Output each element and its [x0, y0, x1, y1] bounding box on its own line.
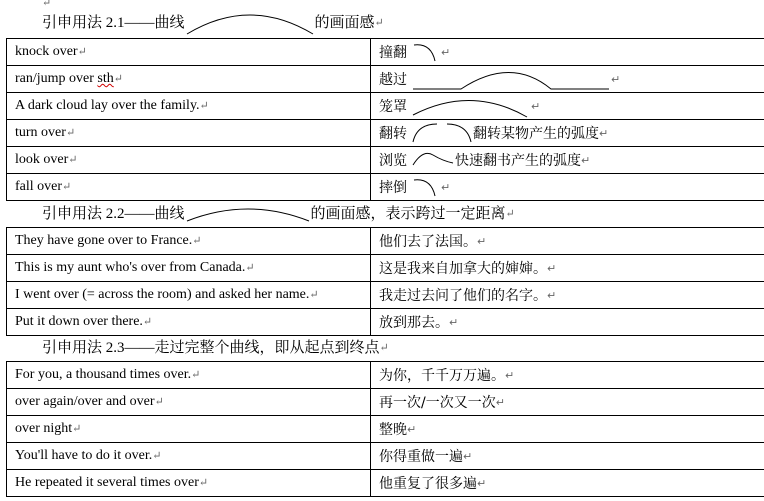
table-row — [7, 120, 764, 147]
english-phrase-cell — [7, 443, 371, 470]
paragraph-mark: ↵ — [599, 126, 609, 140]
paragraph-mark: ↵ — [531, 99, 541, 113]
paragraph-mark: ↵ — [374, 17, 384, 29]
paragraph-mark: ↵ — [192, 235, 202, 247]
english-phrase: fall over — [15, 179, 63, 194]
heading-text: 引申用法 2.1——曲线 — [42, 14, 185, 31]
section-table-2-1 — [6, 38, 764, 201]
chinese-translation: 他们去了法国。 — [379, 234, 477, 250]
paragraph-mark: ↵ — [449, 315, 459, 329]
table-row — [7, 443, 764, 470]
english-phrase-cell — [7, 362, 371, 389]
table-row — [7, 93, 764, 120]
chinese-translation-cell — [371, 362, 764, 389]
table-row — [7, 470, 764, 497]
chinese-translation-cell — [371, 93, 764, 120]
curve-hook-icon — [411, 174, 441, 200]
section-heading-2-3 — [42, 334, 389, 360]
paragraph-mark: ↵ — [547, 288, 557, 302]
english-phrase: You'll have to do it over. — [15, 448, 153, 463]
chinese-translation-cell — [371, 255, 764, 282]
paragraph-mark: ↵ — [441, 180, 451, 194]
english-phrase-cell — [7, 66, 371, 93]
paragraph-mark: ↵ — [199, 100, 209, 112]
english-phrase-cell — [7, 120, 371, 147]
english-phrase: turn over — [15, 125, 66, 140]
chinese-translation: 这是我来自加拿大的婶婶。 — [379, 261, 547, 277]
chinese-translation: 再一次/一次又一次 — [379, 395, 496, 411]
english-phrase-cell — [7, 389, 371, 416]
curve-turn-icon — [411, 120, 473, 146]
curve-hump-icon — [411, 66, 611, 92]
table-row — [7, 39, 764, 66]
english-phrase-cell — [7, 255, 371, 282]
paragraph-mark: ↵ — [154, 396, 164, 408]
chinese-explanation: 翻转某物产生的弧度 — [473, 126, 599, 142]
paragraph-mark: ↵ — [581, 153, 591, 167]
paragraph-mark: ↵ — [463, 449, 473, 463]
chinese-translation-cell — [371, 174, 764, 201]
chinese-translation-cell — [371, 309, 764, 336]
table-row — [7, 389, 764, 416]
section-heading-2-2 — [42, 200, 515, 226]
table-row — [7, 66, 764, 93]
table-row — [7, 282, 764, 309]
chinese-translation-cell — [371, 470, 764, 497]
english-phrase: They have gone over to France. — [15, 233, 193, 248]
chinese-translation-cell — [371, 416, 764, 443]
english-phrase: Put it down over there. — [15, 314, 143, 329]
chinese-translation-cell — [371, 39, 764, 66]
chinese-translation: 越过 — [379, 72, 407, 88]
english-phrase: For you, a thousand times over. — [15, 367, 192, 382]
paragraph-mark: ↵ — [309, 289, 319, 301]
english-phrase-cell — [7, 309, 371, 336]
chinese-translation: 摔倒 — [379, 180, 407, 196]
chinese-translation-cell — [371, 389, 764, 416]
table-row — [7, 228, 764, 255]
chinese-translation: 你得重做一遍 — [379, 449, 463, 465]
chinese-translation: 笼罩 — [379, 99, 407, 115]
paragraph-mark: ↵ — [379, 342, 389, 354]
paragraph-mark: ↵ — [441, 45, 451, 59]
paragraph-mark: ↵ — [191, 369, 201, 381]
table-row — [7, 255, 764, 282]
english-phrase-cell — [7, 416, 371, 443]
chinese-translation-cell — [371, 120, 764, 147]
chinese-translation: 放到那去。 — [379, 315, 449, 331]
english-phrase: A dark cloud lay over the family. — [15, 98, 200, 113]
curve-arc-icon — [185, 201, 311, 227]
english-phrase: knock over — [15, 44, 78, 59]
heading-text-after: 的画面感，表示跨过一定距离 — [310, 205, 506, 222]
chinese-translation: 翻转 — [379, 126, 407, 142]
table-row — [7, 174, 764, 201]
paragraph-mark: ↵ — [477, 234, 487, 248]
english-phrase: He repeated it several times over — [15, 475, 199, 490]
chinese-translation: 我走过去问了他们的名字。 — [379, 288, 547, 304]
english-phrase: This is my aunt who's over from Canada. — [15, 260, 246, 275]
curve-hook-icon — [411, 39, 441, 65]
chinese-translation-cell — [371, 66, 764, 93]
english-phrase: over night — [15, 421, 73, 436]
paragraph-mark: ↵ — [407, 422, 417, 436]
heading-text: 引申用法 2.2——曲线 — [42, 205, 185, 222]
table-row — [7, 362, 764, 389]
paragraph-mark: ↵ — [68, 154, 78, 166]
english-phrase: I went over (= across the room) and asked her name. — [15, 287, 310, 302]
paragraph-mark: ↵ — [611, 72, 621, 86]
chinese-translation: 为你，千千万万遍。 — [379, 368, 505, 384]
paragraph-mark: ↵ — [42, 0, 52, 9]
table-row — [7, 309, 764, 336]
paragraph-mark: ↵ — [142, 316, 153, 328]
table-row — [7, 147, 764, 174]
chinese-explanation: 快速翻书产生的弧度 — [455, 153, 581, 169]
english-phrase: ran/jump over sth — [15, 71, 114, 86]
chinese-translation-cell — [371, 147, 764, 174]
english-phrase-cell — [7, 228, 371, 255]
paragraph-mark: ↵ — [65, 127, 76, 139]
section-table-2-2 — [6, 227, 764, 336]
chinese-translation: 撞翻 — [379, 45, 407, 61]
english-phrase-cell — [7, 174, 371, 201]
paragraph-mark: ↵ — [477, 476, 487, 490]
paragraph-mark: ↵ — [505, 208, 515, 220]
paragraph-mark: ↵ — [72, 423, 82, 435]
chinese-translation-cell — [371, 282, 764, 309]
heading-text: 引申用法 2.3——走过完整个曲线，即从起点到终点 — [42, 339, 380, 356]
paragraph-mark: ↵ — [245, 262, 255, 274]
table-row — [7, 416, 764, 443]
paragraph-mark: ↵ — [547, 261, 557, 275]
paragraph-mark: ↵ — [152, 450, 162, 462]
section-heading-2-1 — [42, 9, 384, 35]
english-phrase-cell — [7, 147, 371, 174]
paragraph-mark: ↵ — [505, 368, 515, 382]
english-phrase: over again/over and over — [15, 394, 155, 409]
chinese-translation: 浏览 — [379, 153, 407, 169]
curve-arc-icon — [185, 10, 315, 36]
chinese-translation-cell — [371, 443, 764, 470]
english-phrase-cell — [7, 282, 371, 309]
english-phrase-cell — [7, 39, 371, 66]
paragraph-mark: ↵ — [77, 46, 87, 58]
english-phrase-cell — [7, 93, 371, 120]
paragraph-mark: ↵ — [495, 395, 505, 409]
paragraph-mark: ↵ — [62, 181, 72, 193]
chinese-translation: 他重复了很多遍 — [379, 476, 477, 492]
chinese-translation-cell — [371, 228, 764, 255]
paragraph-mark: ↵ — [113, 73, 123, 85]
section-table-2-3 — [6, 361, 764, 497]
curve-flip-icon — [411, 147, 455, 173]
english-phrase-cell — [7, 470, 371, 497]
paragraph-mark: ↵ — [198, 477, 209, 489]
chinese-translation: 整晚 — [379, 422, 407, 438]
heading-text-after: 的画面感 — [314, 14, 375, 31]
curve-cover-icon — [411, 93, 531, 119]
english-phrase: look over — [15, 152, 69, 167]
